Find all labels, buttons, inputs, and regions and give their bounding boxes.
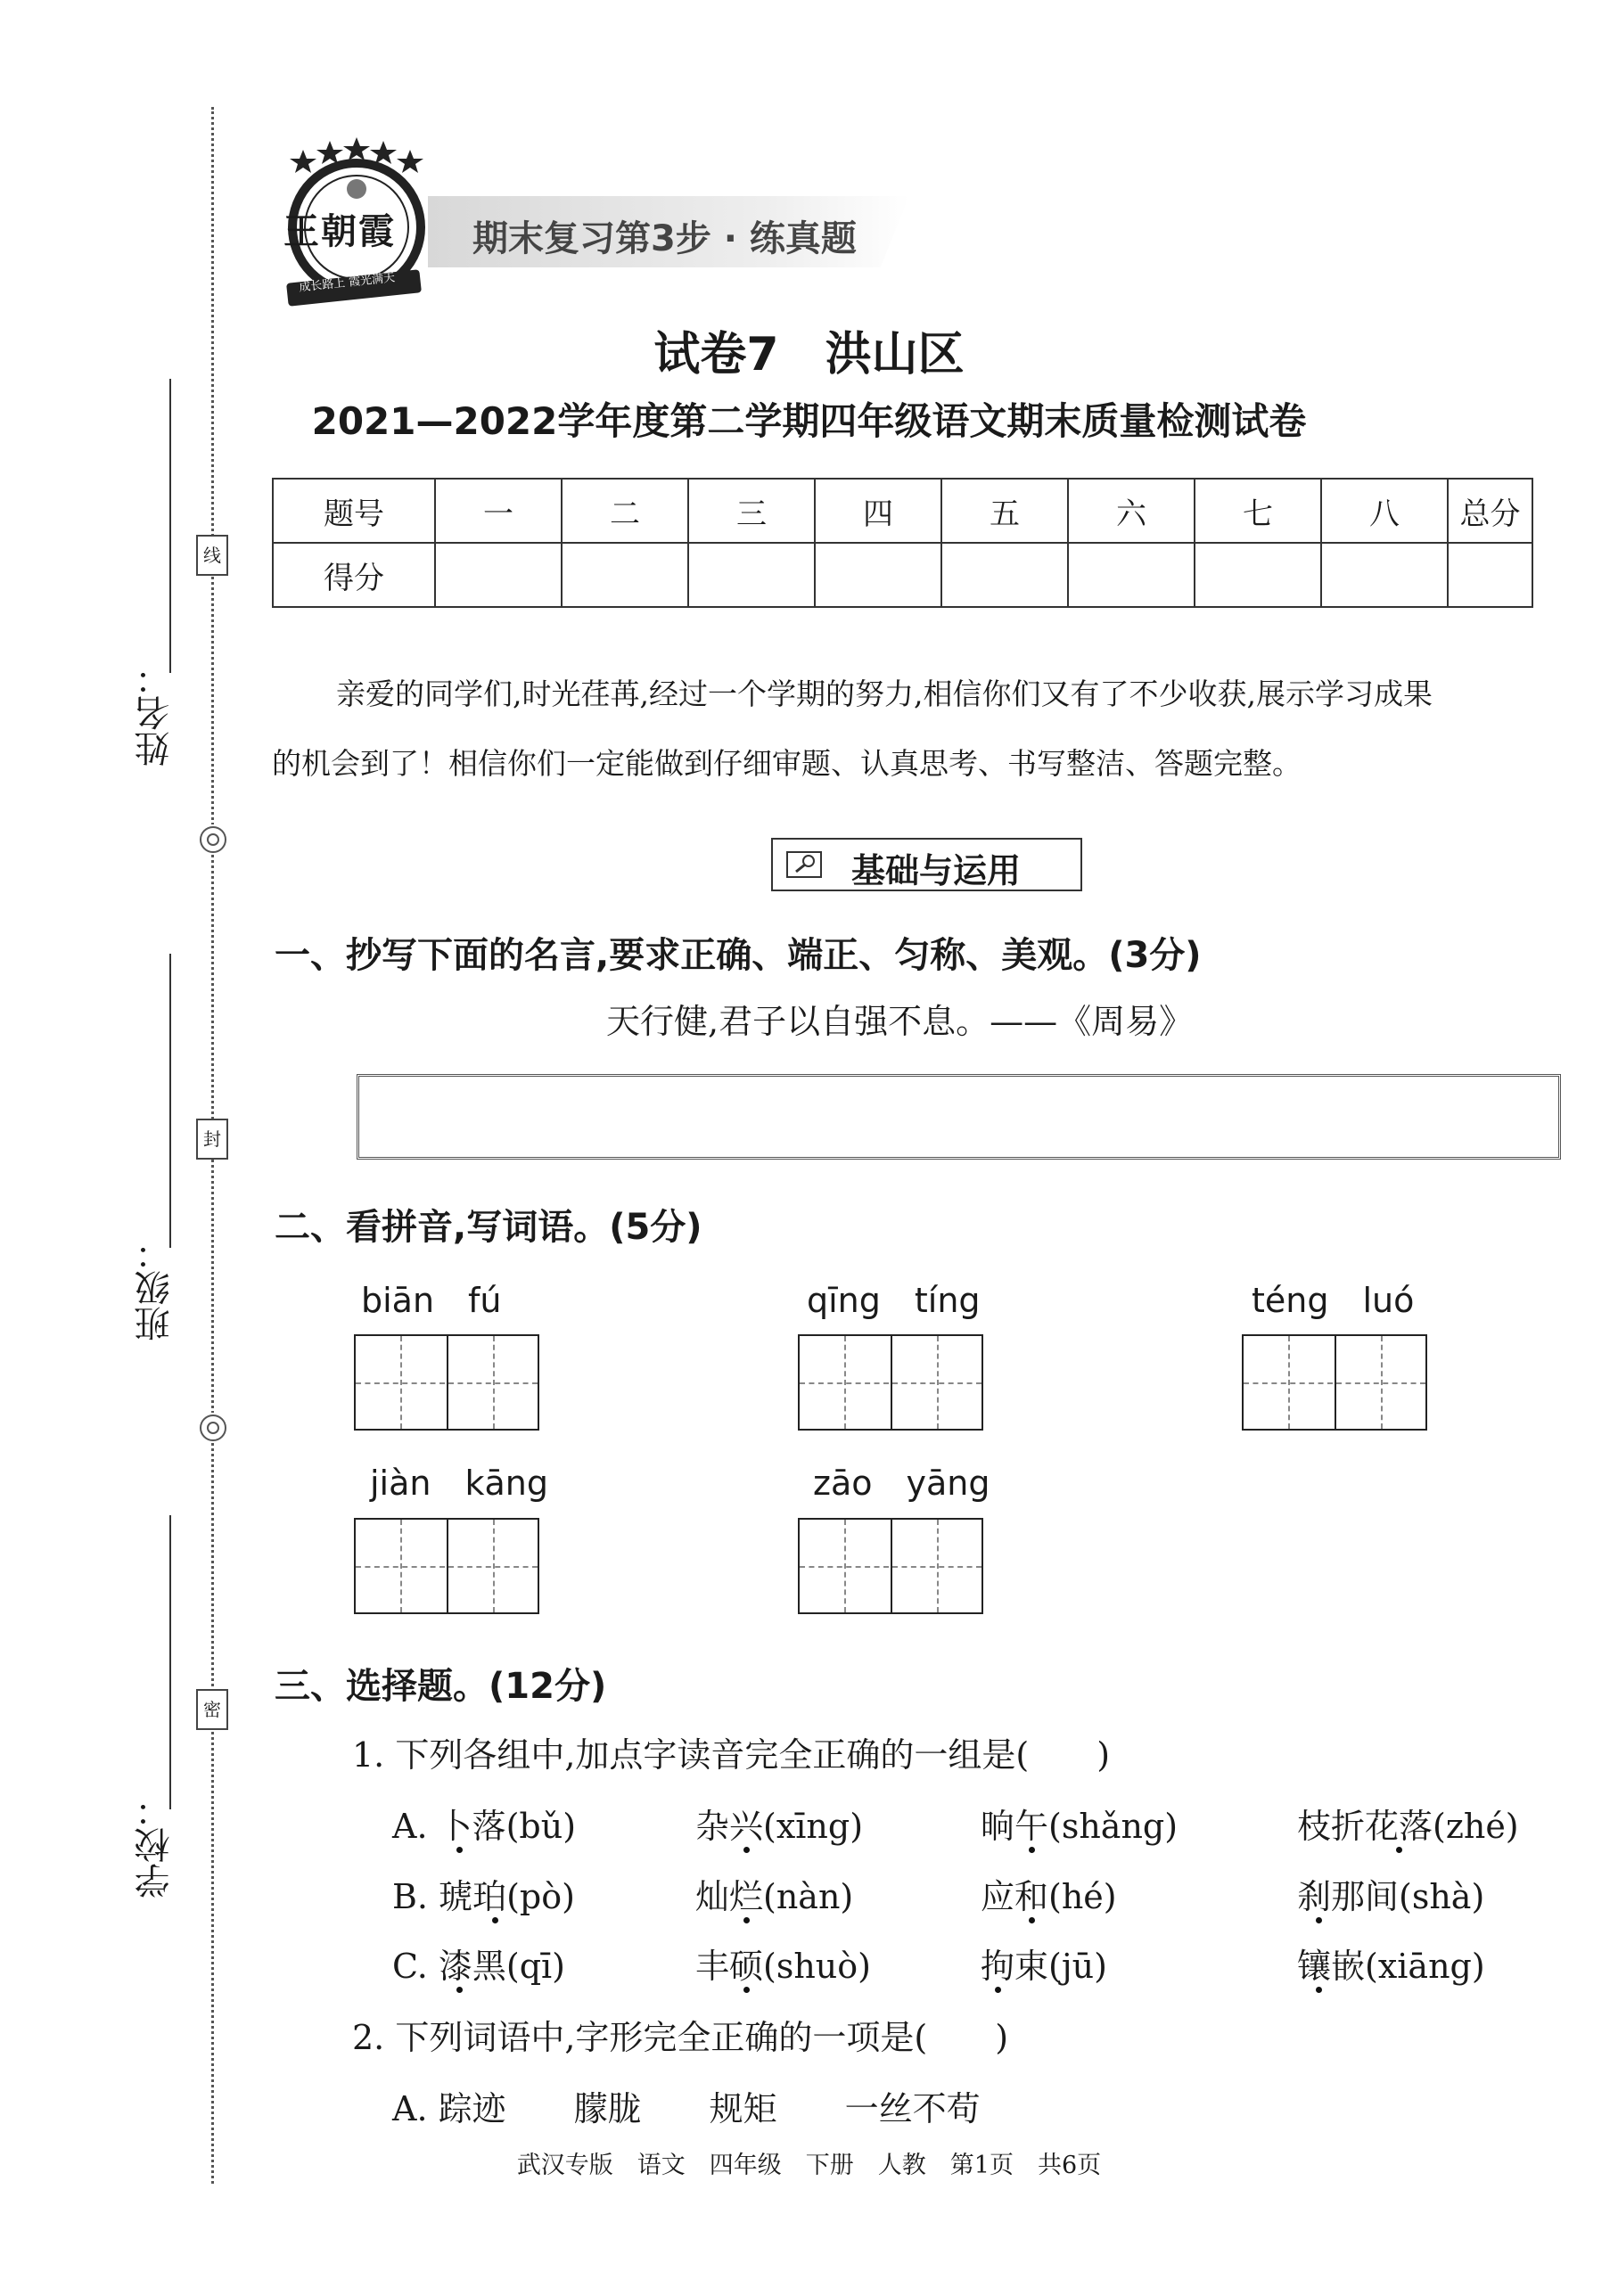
page-title: 试卷7 洪山区 <box>653 328 965 381</box>
writing-grid[interactable] <box>798 1334 983 1431</box>
score-input-cell[interactable] <box>435 543 562 607</box>
score-input-cell[interactable] <box>1448 543 1532 607</box>
emphasis-dot <box>456 1847 463 1853</box>
brand-slogan: 成长路上 霞光满天 <box>298 271 396 295</box>
seal-char-seal: 封 <box>196 1119 228 1160</box>
school-underline <box>169 1515 171 1809</box>
pinyin-label: biān fú <box>361 1281 502 1320</box>
pinyin-label: téng luó <box>1252 1281 1415 1320</box>
writing-grid[interactable] <box>1242 1334 1427 1431</box>
q3-question-2: 2. 下列词语中,字形完全正确的一项是( ) <box>352 2018 1009 2057</box>
table-cell: 六 <box>1068 479 1195 543</box>
score-input-cell[interactable] <box>815 543 941 607</box>
table-cell: 四 <box>815 479 941 543</box>
emphasis-dot <box>743 1987 750 1993</box>
score-table-header-row <box>273 479 1532 543</box>
table-cell: 三 <box>688 479 815 543</box>
q3-heading: 三、选择题。(12分) <box>275 1666 607 1707</box>
page-footer: 武汉专版 语文 四年级 下册 人教 第1页 共6页 <box>516 2152 1102 2179</box>
book-magnifier-icon <box>785 849 825 881</box>
option-a-item: 晌午(shǎng) <box>981 1807 1179 1846</box>
writing-grid[interactable] <box>798 1518 983 1614</box>
q2-heading: 二、看拼音,写词语。(5分) <box>275 1207 702 1248</box>
score-table <box>272 478 1533 608</box>
exam-subtitle: 2021—2022学年度第二学期四年级语文期末质量检测试卷 <box>311 399 1307 443</box>
option-a-item[interactable]: A. 踪迹 朦胧 规矩 一丝不苟 <box>392 2089 981 2128</box>
option-c-item[interactable]: C. 漆黑(qī) <box>392 1947 566 1986</box>
table-cell: 总分 <box>1448 479 1532 543</box>
table-cell: 七 <box>1195 479 1321 543</box>
section-title: 基础与运用 <box>851 851 1022 890</box>
emphasis-dot <box>1316 1917 1322 1923</box>
writing-grid[interactable] <box>354 1518 539 1614</box>
option-c-item: 丰硕(shuò) <box>695 1947 871 1986</box>
emphasis-dot <box>1316 1987 1322 1993</box>
score-input-cell[interactable] <box>1068 543 1195 607</box>
emphasis-dot <box>995 1987 1001 1993</box>
pinyin-label: qīng tíng <box>807 1281 981 1320</box>
class-label: 班级： <box>135 1234 176 1341</box>
option-c-item: 拘束(jū) <box>981 1947 1107 1986</box>
score-input-cell[interactable] <box>941 543 1068 607</box>
class-underline <box>169 954 171 1248</box>
emphasis-dot <box>1029 1847 1035 1853</box>
intro-line-2: 的机会到了！相信你们一定能做到仔细审题、认真思考、书写整洁、答题完整。 <box>272 746 1302 781</box>
table-cell: 八 <box>1321 479 1448 543</box>
score-input-cell[interactable] <box>562 543 688 607</box>
intro-line-1: 亲爱的同学们,时光荏苒,经过一个学期的努力,相信你们又有了不少收获,展示学习成果 <box>336 676 1433 711</box>
q1-quote: 天行健,君子以自强不息。——《周易》 <box>606 1002 1194 1041</box>
emphasis-dot <box>743 1847 750 1853</box>
score-table-score-row <box>273 543 1532 607</box>
option-b-item: 灿烂(nàn) <box>695 1877 854 1916</box>
binding-mark-icon <box>198 824 228 855</box>
table-cell: 二 <box>562 479 688 543</box>
seal-char-secret: 密 <box>196 1689 228 1730</box>
table-cell: 题号 <box>273 479 435 543</box>
pinyin-label: jiàn kāng <box>370 1464 548 1503</box>
option-c-item: 镶嵌(xiāng) <box>1297 1947 1485 1986</box>
emphasis-dot <box>1396 1847 1402 1853</box>
option-a-item: 杂兴(xīng) <box>695 1807 864 1846</box>
table-cell: 一 <box>435 479 562 543</box>
banner-text: 期末复习第3步 · 练真题 <box>472 218 857 259</box>
q1-writing-box[interactable] <box>357 1074 1561 1160</box>
table-cell: 五 <box>941 479 1068 543</box>
table-cell: 得分 <box>273 543 435 607</box>
emphasis-dot <box>743 1917 750 1923</box>
q3-question-1: 1. 下列各组中,加点字读音完全正确的一组是( ) <box>352 1735 1111 1775</box>
option-a-item[interactable]: A. 卜落(bǔ) <box>392 1807 577 1846</box>
seal-char-line: 线 <box>196 535 228 576</box>
emphasis-dot <box>456 1987 463 1993</box>
name-label: 姓名： <box>135 660 176 767</box>
emphasis-dot <box>1029 1917 1035 1923</box>
score-input-cell[interactable] <box>1195 543 1321 607</box>
writing-grid[interactable] <box>354 1334 539 1431</box>
score-input-cell[interactable] <box>688 543 815 607</box>
q1-heading: 一、抄写下面的名言,要求正确、端正、匀称、美观。(3分) <box>275 935 1202 976</box>
brand-name: 王朝霞 <box>283 210 396 252</box>
emphasis-dot <box>492 1917 498 1923</box>
option-a-item: 枝折花落(zhé) <box>1297 1807 1519 1846</box>
option-b-item: 应和(hé) <box>981 1877 1117 1916</box>
option-b-item: 刹那间(shà) <box>1297 1877 1485 1916</box>
section-heading <box>771 838 1082 891</box>
pinyin-label: zāo yāng <box>813 1464 990 1503</box>
school-label: 学校： <box>135 1792 176 1898</box>
option-b-item[interactable]: B. 琥珀(pò) <box>392 1877 575 1916</box>
binding-mark-icon <box>198 1413 228 1443</box>
score-input-cell[interactable] <box>1321 543 1448 607</box>
